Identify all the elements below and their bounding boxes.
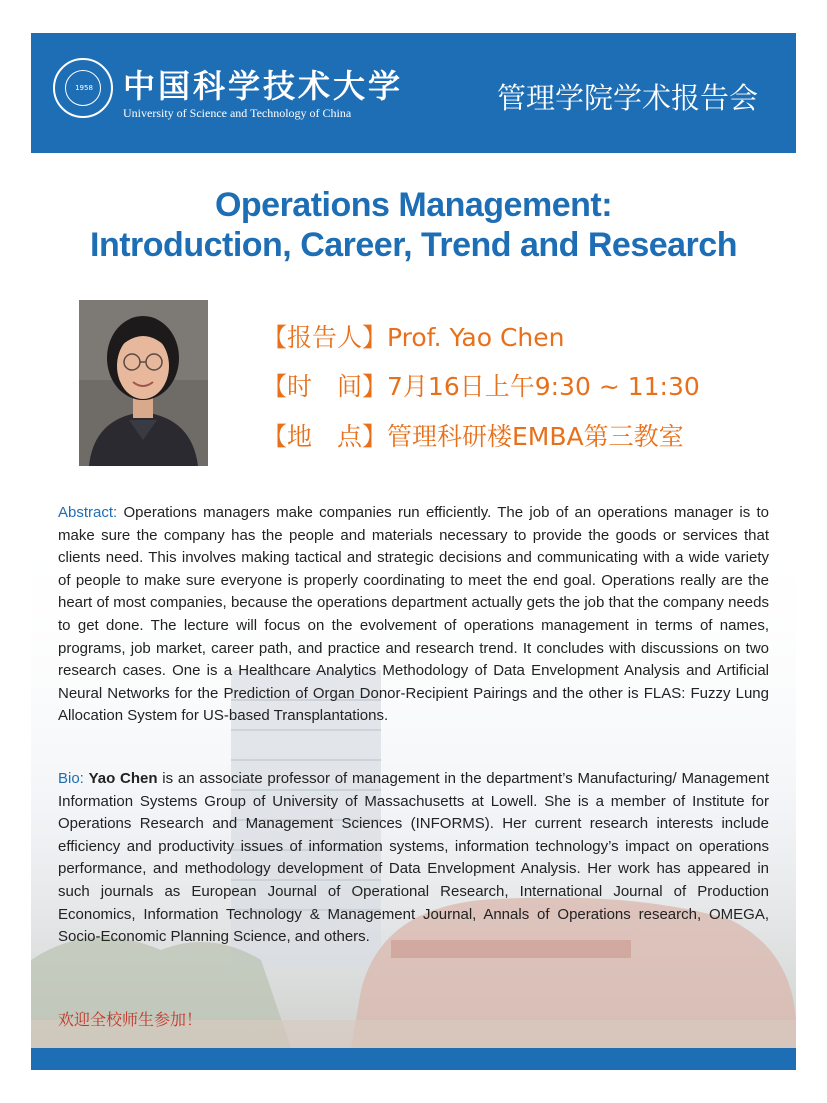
time-label: 【时 间】 xyxy=(262,372,388,401)
event-title: 管理学院学术报告会 xyxy=(496,81,758,115)
university-seal-icon xyxy=(53,58,113,118)
welcome-message: 欢迎全校师生参加！ xyxy=(58,1010,203,1029)
place-line xyxy=(262,417,684,453)
bio-name: Yao Chen xyxy=(88,770,158,787)
abstract-paragraph xyxy=(58,502,769,728)
bio-label: Bio: xyxy=(58,770,84,787)
talk-title-line2: Introduction, Career, Trend and Research xyxy=(90,226,737,264)
talk-title-line1: Operations Management: xyxy=(214,186,613,224)
place-value: 管理科研楼EMBA第三教室 xyxy=(387,422,684,451)
abstract-text: Operations managers make companies run efficiently. The job of an operations manager is to make sure the company has the people and materials necessary to provide the goods or services that clients need. This involves making tactical and strategic decisions and communicating with a wide variety of people to make sure everyone is properly coordinating to meet the end goal. Operations really are the heart of most companies, because the operations department actually gets the job that the company needs to get done. The lecture will focus on the evolvement of operations management in terms of names, programs, job market, career path, and practice and research trend. It concludes with discussions on two research cases. One is a Healthcare Analytics Methodology of Data Envelopment Analysis and Artificial Neural Networks for the Prediction of Organ Donor-Recipient Pairings and the other is FLAS: Fuzzy Lung Allocation System for US-based Transplantations. xyxy=(58,504,769,725)
speaker-photo xyxy=(79,300,208,466)
header-bar xyxy=(31,33,796,153)
place-label: 【地 点】 xyxy=(262,422,388,451)
seal-year: 1958 xyxy=(75,84,93,92)
speaker-label: 【报告人】 xyxy=(262,323,388,352)
footer-bar xyxy=(31,1048,796,1070)
abstract-label: Abstract: xyxy=(58,504,118,521)
speaker-name: Prof. Yao Chen xyxy=(387,323,565,352)
time-line xyxy=(262,367,700,403)
bio-paragraph xyxy=(58,768,769,949)
speaker-line xyxy=(262,318,564,354)
university-name-cn: 中国科学技术大学 xyxy=(123,67,404,105)
university-name-en: University of Science and Technology of China xyxy=(123,106,352,120)
bio-text: is an associate professor of management in the department’s Manufacturing/ Management Information Systems Group of University of Massachusetts at Lowell. She is a member of Institute for Operations Research and Management Sciences (INFORMS). Her current research interests include efficiency and productivity issues of information systems, information technology’s impact on operations performance, and methodology development of Data Envelopment Analysis. Her work has appeared in such journals as European Journal of Operational Research, International Journal of Production Economics, Information Technology & Management Journal, Annals of Operations research, OMEGA, Socio-Economic Planning Science, and others. xyxy=(58,770,769,946)
time-value: 7月16日上午9:30 ~ 11:30 xyxy=(387,372,700,401)
